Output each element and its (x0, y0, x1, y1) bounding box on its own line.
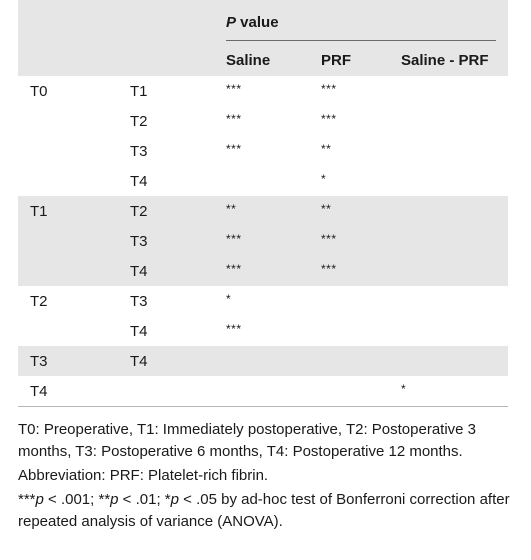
row-timepoint-b: T3 (130, 143, 148, 160)
row-timepoint-b: T4 (130, 263, 148, 280)
p-value-group-label (226, 14, 279, 31)
significance-segment: < .01; * (118, 491, 171, 508)
row-timepoint-b: T1 (130, 83, 148, 100)
significance-segment: < .05 by ad-hoc test of Bonferroni correction after repeated analysis of variance (ANOVA). (18, 491, 510, 530)
prf-significance: * (321, 172, 327, 186)
table-row (18, 196, 508, 226)
header-rule (226, 40, 496, 41)
row-timepoint-b: T2 (130, 113, 148, 130)
table-bottom-rule (18, 406, 508, 407)
saline-significance: *** (226, 82, 242, 96)
comparison-table (18, 0, 508, 407)
saline-significance: * (226, 292, 232, 306)
row-timepoint-a: T2 (30, 293, 48, 310)
row-timepoint-b: T3 (130, 233, 148, 250)
saline-significance: *** (226, 142, 242, 156)
prf-significance: ** (321, 202, 332, 216)
saline-significance: *** (226, 262, 242, 276)
saline-significance: ** (226, 202, 237, 216)
column-header-saline: Saline (226, 52, 271, 69)
row-timepoint-a: T0 (30, 83, 48, 100)
saline-significance: *** (226, 232, 242, 246)
saline-prf-significance: * (401, 382, 407, 396)
column-header-saline-prf: Saline - PRF (401, 52, 489, 69)
row-timepoint-b: T4 (130, 353, 148, 370)
prf-significance: *** (321, 112, 337, 126)
saline-significance: *** (226, 112, 242, 126)
footnote-timepoints: T0: Preoperative, T1: Immediately postoperative, T2: Postoperative 3 months, T3: Postoperative 6 months, T4: Postoperative 12 months. (18, 421, 477, 460)
table-row (18, 316, 508, 346)
table-row (18, 106, 508, 136)
row-timepoint-b: T4 (130, 173, 148, 190)
prf-significance: *** (321, 232, 337, 246)
column-header-prf: PRF (321, 52, 351, 69)
table-row (18, 286, 508, 316)
significance-segment: p (170, 491, 179, 508)
table-row (18, 166, 508, 196)
table-row (18, 76, 508, 106)
saline-significance: *** (226, 322, 242, 336)
row-timepoint-b: T3 (130, 293, 148, 310)
footnote-abbreviation: Abbreviation: PRF: Platelet-rich fibrin. (18, 467, 269, 484)
table-row (18, 256, 508, 286)
p-value-rest: value (236, 14, 279, 31)
p-italic: P (226, 14, 237, 31)
prf-significance: *** (321, 262, 337, 276)
table-row (18, 136, 508, 166)
significance-segment: *** (18, 491, 36, 508)
row-timepoint-b: T4 (130, 323, 148, 340)
prf-significance: *** (321, 82, 337, 96)
prf-significance: ** (321, 142, 332, 156)
significance-segment: p (35, 491, 44, 508)
footnote-significance (18, 489, 518, 533)
significance-segment: < .001; ** (43, 491, 111, 508)
row-timepoint-a: T4 (30, 383, 48, 400)
table-row (18, 376, 508, 406)
table-row (18, 346, 508, 376)
row-timepoint-a: T3 (30, 353, 48, 370)
row-timepoint-b: T2 (130, 203, 148, 220)
table-row (18, 226, 508, 256)
table-body (18, 76, 508, 406)
significance-segment: p (110, 491, 119, 508)
table-footnotes (18, 419, 518, 535)
row-timepoint-a: T1 (30, 203, 48, 220)
table-header (18, 0, 508, 76)
